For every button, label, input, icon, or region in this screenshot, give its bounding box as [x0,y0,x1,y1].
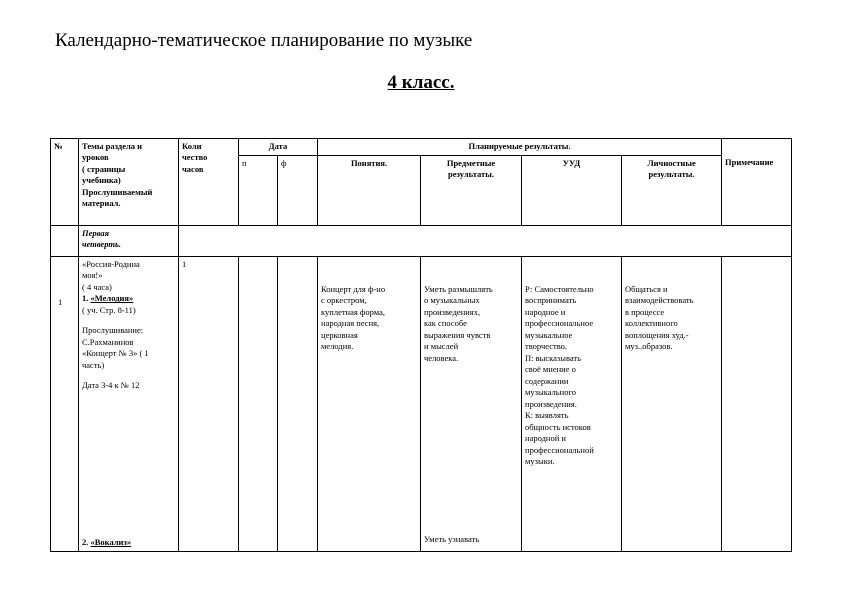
header-concepts: Понятия. [318,156,421,226]
header-subject-results: Предметные результаты. [421,156,522,226]
document-title: Календарно-тематическое планирование по музыке [55,30,473,51]
lesson-subject-results: Уметь размышлять о музыкальных произведениях, как способе выражения чувств и мыслей человека. Уметь узнавать [421,257,522,552]
document-subtitle: 4 класс. [387,72,455,93]
header-topics: Темы раздела и уроков ( страницы учебника) Прослушиваемый материал. [79,139,179,226]
header-date: Дата [239,139,318,156]
lesson-uud: Р: Самостоятельно воспринимать народное и профессиональное музыкальное творчество. П: высказывать своё мнение о содержании музыкального произведения. К: выявлять общность истоков народной и профессиональной музыки. [522,257,622,552]
next-lesson-title: 2. «Вокализ» [82,536,132,547]
quarter-label: Первая четверть. [79,226,179,257]
lesson-hours: 1 [179,257,239,552]
header-row [51,139,792,156]
lesson-personal-results: Общаться и взаимодействовать в процессе коллективного воплощения худ.- муз..образов. [622,257,722,552]
lesson-topic-cell: «Россия-Родина моя!» ( 4 часа) 1. «Мелодия» ( уч. Стр. 8-11) Прослушивание: С.Рахманинов «Концерт № 3» ( 1 часть) Дата 3-4 к № 12 2. «Вокализ» [79,257,179,552]
header-personal-results: Личностные результаты. [622,156,722,226]
next-subject-results: Уметь узнавать [424,533,480,544]
lesson-date-actual [278,257,318,552]
lesson-date-planned [239,257,278,552]
header-results: Планируемые результаты. [318,139,722,156]
header-date-planned: п [239,156,278,226]
table-row [51,257,792,552]
planning-table [50,138,792,552]
header-date-actual: ф [278,156,318,226]
lesson-concepts: Концерт для ф-но с оркестром, куплетная форма, народная песня, церковная мелодия. [318,257,421,552]
header-hours: Коли чество часов [179,139,239,226]
header-notes: Примечание [722,139,792,226]
lesson-number-cell [51,257,79,552]
header-number: № [51,139,79,226]
quarter-row [51,226,792,257]
lesson-notes [722,257,792,552]
header-uud: УУД [522,156,622,226]
lesson-number: 1 [58,297,63,307]
lesson-title: 1. «Мелодия» [82,293,134,304]
